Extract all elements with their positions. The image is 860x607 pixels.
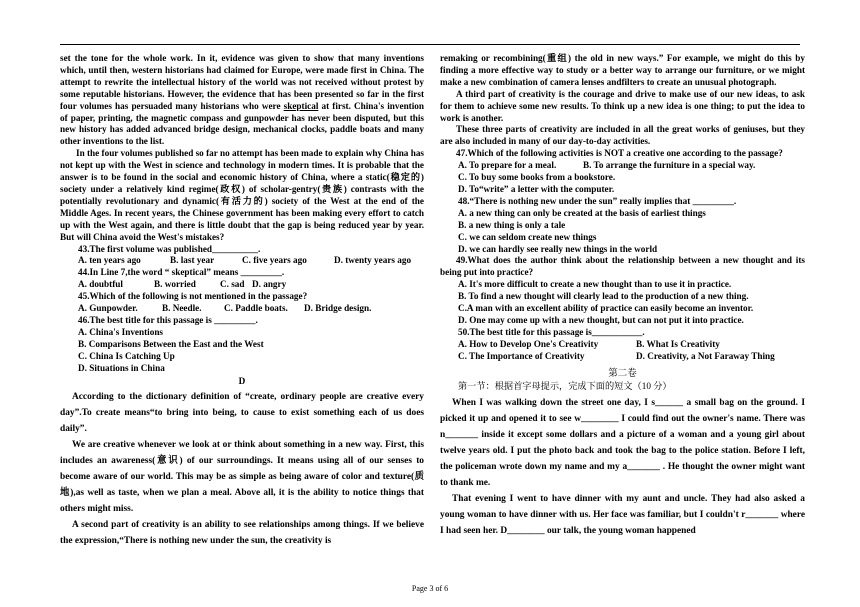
option: A. To prepare for a meal.	[458, 160, 557, 171]
paragraph: A third part of creativity is the courage and drive to make use of our new ideas, to ask for them to achieve some new results. To think up a new idea is one thing; to put the idea to work is another.	[440, 88, 805, 123]
option: B. worried	[154, 279, 196, 290]
paragraph: A second part of creativity is an ability to see relationships among things. If we believe the expression,“There is nothing new under the sun, the creativity is	[60, 520, 424, 547]
question-47: 47.Which of the following activities is NOT a creative one according to the passage?	[456, 148, 783, 159]
option: D. To“write” a letter with the computer.	[458, 183, 615, 194]
option: B. Comparisons Between the East and the West	[78, 338, 264, 349]
left-column	[60, 53, 424, 549]
option: C. The Importance of Creativity	[458, 350, 585, 361]
option: A. doubtful	[78, 279, 123, 290]
option: C. five years ago	[242, 255, 307, 266]
part-two-heading: 第二卷	[608, 368, 637, 379]
question-44: 44.In Line 7,the word “ skeptical” means _________.	[78, 267, 285, 278]
paragraph	[60, 53, 424, 148]
cloze-paragraph: When I was walking down the street one day, I s______ a small bag on the ground. I picked it up and opened it to see w________ I could find out the owner's name. There was n_______ inside it except some dollars and a picture of a woman and a young girl about twelve years old. I put the photo back and took the bag to the police station. Before I left, the policeman wrote down my name and my a_______ . He thought the owner might want to thank me.	[440, 398, 805, 489]
option: B. To find a new thought will clearly lead to the production of a new thing.	[458, 291, 749, 302]
option: C. To buy some books from a bookstore.	[458, 172, 616, 183]
question-45-options	[60, 303, 424, 315]
cloze-paragraph: That evening I went to have dinner with my aunt and uncle. They had also asked a young woman to have dinner with us. Her face was familiar, but I couldn't r_______ where I had seen her. D________ our talk, the young woman happened	[440, 494, 805, 537]
paragraph: In the four volumes published so far no attempt has been made to explain why China has not kept up with the West in science and technology in modern times. It is probable that the answer is to be found in the social and economic history of China, where a static(稳定的) society under a relatively kind regime(政权) of scholar-gentry(贵族) contrasts with the potentially revolutionary and dynamic(有活力的) society of the West at the end of the Middle Ages. In recent years, the Chinese government has been making every effort to catch up with the West again, and there is little doubt that the gap is being reduced year by year. But will China avoid the West's mistakes?	[60, 148, 424, 242]
question-50: 50.The best title for this passage is___________.	[458, 326, 645, 337]
text-span: set the tone for the whole work. In it, evidence was given to show that many inventions which, until then, western historians had claimed for Europe, were made first in China. The attempt to rewrite the intellectual history of the world was not received without protest by some reputable historians. However, the evidence that has been presented so far in the first four volumes has persuaded many historians who were	[60, 53, 424, 111]
paragraph: We are creative whenever we look at or think about something in a new way. First, this includes an awareness(意识) of our surroundings. It means using all of our senses to become aware of our world. This may be as simple as being aware of color and texture(质地),as well as taste, when we plan a meal. Above all, it is the ability to notice things that others might miss.	[60, 440, 424, 515]
option: B. last year	[170, 255, 215, 266]
option: D. Creativity, a Not Faraway Thing	[636, 350, 775, 361]
option: D. angry	[252, 279, 287, 290]
option: B. What Is Creativity	[636, 338, 720, 349]
question-50-options	[440, 351, 805, 363]
paragraph: According to the dictionary definition of “create, ordinary people are creative every day”.To create means“to bring into being, to cause to exist something each of us does daily”.	[60, 392, 424, 435]
option: B. To arrange the furniture in a special way.	[583, 160, 756, 171]
header-rule	[60, 44, 800, 45]
question-49: 49.What does the author think about the relationship between a new thought and its being put into practice?	[440, 255, 805, 278]
option: A. It's more difficult to create a new thought than to use it in practice.	[458, 279, 732, 290]
option: B. a new thing is only a tale	[458, 219, 566, 230]
option: A. a new thing can only be created at the basis of earliest things	[458, 207, 706, 218]
option: A. ten years ago	[78, 255, 141, 266]
option: B. Needle.	[162, 303, 202, 314]
option: C. China Is Catching Up	[78, 350, 175, 361]
question-48: 48.“There is nothing new under the sun” really implies that _________.	[458, 195, 737, 206]
option: D. One may come up with a new thought, but can not put it into practice.	[458, 314, 744, 325]
option: C. Paddle boats.	[224, 303, 288, 314]
option: A. How to Develop One's Creativity	[458, 338, 599, 349]
option: D. twenty years ago	[334, 255, 412, 266]
option: C.A man with an excellent ability of practice can easily become an inventor.	[458, 303, 754, 314]
option: C. we can seldom create new things	[458, 231, 597, 242]
section-one-heading: 第一节：根据首字母提示，完成下面的短文（10 分）	[458, 381, 672, 392]
question-43-options	[60, 255, 424, 267]
paragraph: These three parts of creativity are included in all the great works of geniuses, but they are also included in many of our day-to-day activities.	[440, 124, 805, 147]
question-50-options	[440, 339, 805, 351]
option: C. sad	[220, 279, 245, 290]
question-45: 45.Which of the following is not mentioned in the passage?	[78, 291, 308, 302]
question-46: 46.The best title for this passage is _________.	[78, 314, 258, 325]
option: D. Situations in China	[78, 362, 165, 373]
question-47-options	[440, 160, 805, 172]
section-d-heading: D	[238, 376, 246, 387]
right-column	[440, 53, 805, 539]
question-43: 43.The first volume was published__________.	[78, 243, 261, 254]
underlined-word: skeptical	[283, 100, 319, 111]
question-44-options	[60, 279, 424, 291]
option: D. Bridge design.	[304, 303, 372, 314]
option: D. we can hardly see really new things in the world	[458, 243, 658, 254]
paragraph: remaking or recombining(重组) the old in new ways.” For example, we might do this by finding a more effective way to study or a better way to arrange our furniture, or we might make a new combination of camera lenses andfilters to create an unusual photograph.	[440, 53, 805, 87]
option: A. Gunpowder.	[78, 303, 138, 314]
page-number: Page 3 of 6	[411, 584, 449, 593]
option: A. China's Inventions	[78, 326, 164, 337]
text-span: at first. China's invention of paper, printing, the magnetic compass and gunpowder has never been disputed, but this new history has added advanced bridge design, mechanical clocks, paddle boats and many other inventions to the list.	[60, 100, 424, 147]
